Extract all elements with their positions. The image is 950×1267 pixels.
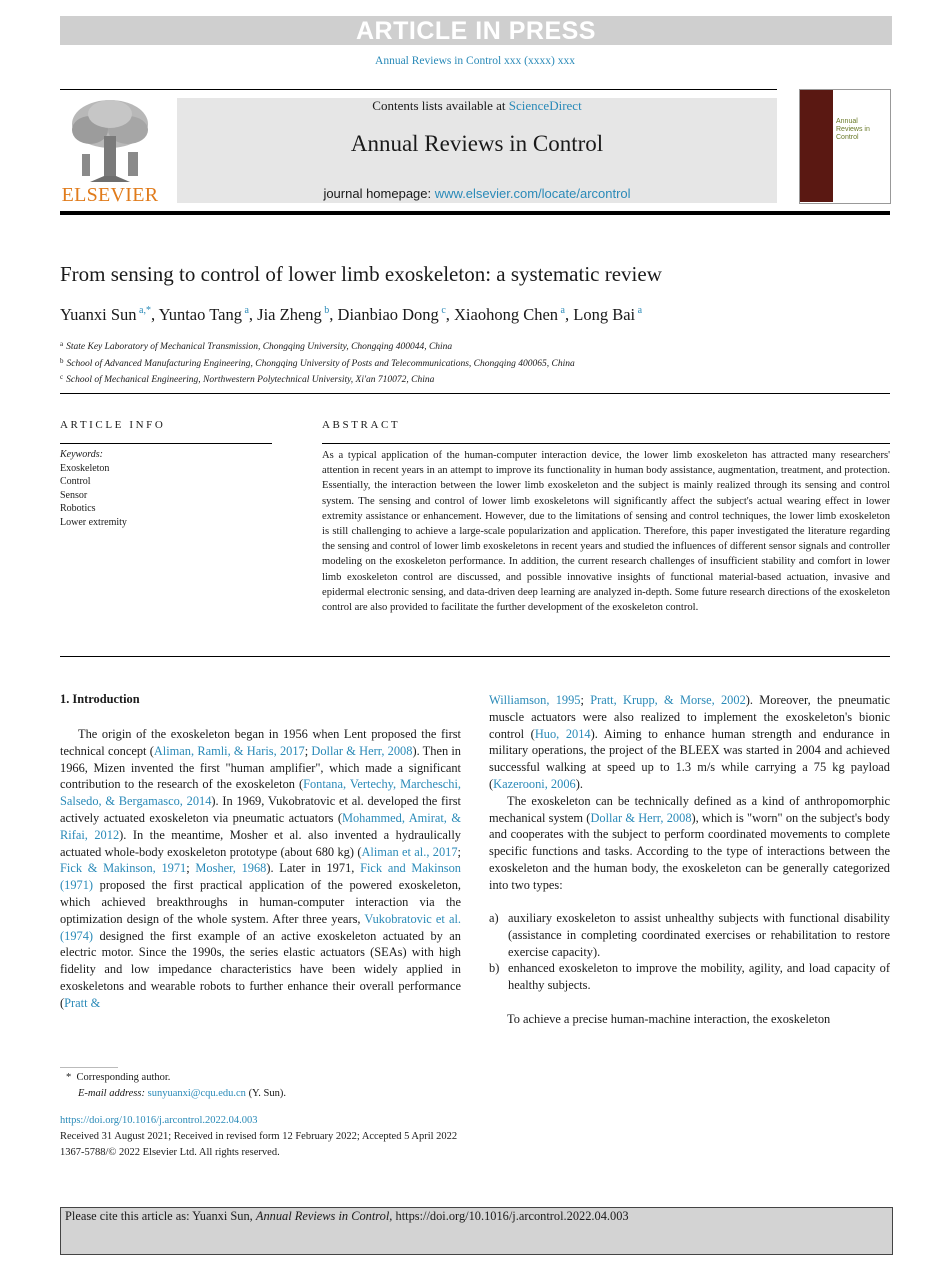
- cite-prefix: Please cite this article as: Yuanxi Sun,: [65, 1209, 256, 1223]
- citation-link[interactable]: Pratt &: [64, 995, 101, 1010]
- list-text: auxiliary exoskeleton to assist unhealthy subjects with functional disability (assistance in completing coordinated exercises or rehabilitation to restore exercise capacity).: [508, 911, 890, 959]
- list-marker: a): [489, 911, 499, 925]
- author-name: Yuanxi Sun: [60, 305, 137, 324]
- author-affiliation-mark[interactable]: a: [241, 305, 249, 316]
- cover-strip: [800, 90, 833, 202]
- separator: ,: [248, 305, 258, 324]
- paragraph: [489, 793, 890, 894]
- author-affiliation-mark[interactable]: c: [438, 305, 446, 316]
- affiliation: [60, 338, 890, 355]
- homepage-line: [177, 186, 777, 201]
- elsevier-wordmark: ELSEVIER: [61, 184, 159, 206]
- separator: ,: [565, 305, 574, 324]
- doi-link[interactable]: https://doi.org/10.1016/j.arcontrol.2022.04.003: [60, 1115, 258, 1126]
- affiliation-text: School of Advanced Manufacturing Engineering, Chongqing University of Posts and Telecommunications, Chongqing 400065, China: [66, 358, 575, 369]
- keyword: Lower extremity: [60, 516, 127, 528]
- issn-copyright: 1367-5788/© 2022 Elsevier Ltd. All rights reserved.: [60, 1147, 280, 1158]
- author-name: Dianbiao Dong: [337, 305, 439, 324]
- exoskeleton-types-list: [489, 910, 890, 994]
- abstract-rule: [322, 443, 890, 444]
- author-affiliation-mark[interactable]: a: [558, 305, 565, 316]
- citation-link[interactable]: Vukobratovic et al. (1974): [60, 911, 461, 943]
- header-thick-rule: [60, 211, 890, 215]
- affiliation: [60, 355, 890, 372]
- body-text: The exoskeleton can be technically defined as a kind of anthropomorphic mechanical system (: [489, 793, 890, 825]
- citation-link[interactable]: Williamson, 1995: [489, 693, 581, 707]
- header-rule: [60, 89, 777, 90]
- keyword: Control: [60, 476, 91, 488]
- list-item: [489, 910, 890, 960]
- citation-link[interactable]: Fontana, Vertechy, Marcheschi, Salsedo, & Bergamasco, 2014: [60, 777, 461, 809]
- footnote-mark: *: [66, 1072, 72, 1083]
- article-title: From sensing to control of lower limb exoskeleton: a systematic review: [60, 262, 662, 286]
- abstract-heading: ABSTRACT: [322, 419, 401, 431]
- section-rule: [60, 393, 890, 394]
- body-text: ;: [580, 693, 591, 707]
- affiliation-text: School of Mechanical Engineering, Northwestern Polytechnical University, Xi'an 710072, China: [66, 375, 435, 386]
- journal-name: Annual Reviews in Control: [350, 131, 604, 156]
- email-suffix: (Y. Sun).: [248, 1087, 286, 1099]
- keywords-block: [60, 448, 272, 530]
- body-text: ;: [304, 743, 312, 758]
- cite-journal: Annual Reviews in Control: [255, 1209, 390, 1223]
- body-text: ), which is "worn" on the subject's body and cooperates with the subject to perform coordinated movements to complete specific functions and tasks. According to the type of interactions between the exoskeleton and the human body, the exoskeleton can be generally categorized into two types:: [489, 810, 891, 892]
- journal-reference-link[interactable]: Annual Reviews in Control xxx (xxxx) xxx: [375, 55, 575, 67]
- body-text: ).: [575, 776, 583, 791]
- citation-link[interactable]: Aliman, Ramli, & Haris, 2017: [153, 743, 305, 758]
- affiliation-mark: a: [60, 340, 64, 348]
- sciencedirect-link[interactable]: ScienceDirect: [508, 98, 582, 113]
- citation-link[interactable]: Aliman et al., 2017: [361, 844, 458, 859]
- keywords-label: Keywords:: [60, 449, 103, 460]
- paragraph: To achieve a precise human-machine interaction, the exoskeleton: [507, 1012, 831, 1026]
- author-affiliation-mark[interactable]: a,*: [136, 305, 151, 316]
- homepage-prefix: journal homepage:: [323, 186, 435, 201]
- cite-suffix: , https://doi.org/10.1016/j.arcontrol.2022.04.003: [389, 1209, 629, 1223]
- body-text: ;: [186, 861, 196, 876]
- author-list: [60, 305, 890, 325]
- separator: ,: [329, 305, 338, 324]
- body-text: ). In the meantime, Mosher et al. also invented a hydraulically actuated whole-body exoskeleton prototype (about 680 kg) (: [60, 827, 461, 859]
- citation-link[interactable]: Mohammed, Amirat, & Rifai, 2012: [60, 810, 461, 842]
- received-dates: Received 31 August 2021; Received in revised form 12 February 2022; Accepted 5 April 2022: [60, 1131, 458, 1142]
- keyword: Sensor: [60, 489, 88, 501]
- affiliation-text: State Key Laboratory of Mechanical Transmission, Chongqing University, Chongqing 400044, China: [66, 342, 453, 352]
- body-text: ). Moreover, the pneumatic muscle actuators were also realized to implement the exoskeleton's bionic control (: [489, 693, 891, 741]
- list-text: enhanced exoskeleton to improve the mobility, agility, and load capacity of healthy subjects.: [508, 961, 890, 993]
- cover-line: Annual: [836, 118, 858, 125]
- keyword: Robotics: [60, 503, 96, 515]
- list-item: [489, 960, 890, 994]
- body-text: ). In 1969, Vukobratovic et al. developed the first actively actuated exoskeleton via pneumatic actuators (: [60, 794, 461, 825]
- contents-line: [177, 98, 777, 114]
- body-text: designed the first example of an active exoskeleton actuated by an electric motor. Since the 1990s, the series elastic actuators (SEAs) with high fidelity and low impedance characteristics have been widely applied in exoskeletons and wearable robots to further enhance their overall performance (: [60, 928, 461, 1010]
- citation-text: [65, 1209, 885, 1224]
- author-name: Xiaohong Chen: [454, 305, 559, 324]
- author-name: Yuntao Tang: [158, 305, 242, 324]
- author-affiliation-mark[interactable]: a: [635, 305, 643, 316]
- list-marker: b): [489, 961, 500, 976]
- citation-link[interactable]: Fick and Makinson (1971): [60, 861, 461, 893]
- corresponding-label: Corresponding author.: [76, 1072, 171, 1083]
- affiliations: [60, 338, 890, 388]
- body-text: ). Later in 1971,: [266, 861, 361, 876]
- body-text: The origin of the exoskeleton began in 1956 when Lent proposed the first technical concept (: [60, 727, 461, 758]
- separator: ,: [445, 305, 455, 324]
- author-name: Jia Zheng: [257, 305, 322, 324]
- contents-prefix: Contents lists available at: [372, 98, 509, 113]
- body-text: ). Then in 1966, Mizen invented the first "human amplifier", which made a significant contribution to the research of the exoskeleton (: [60, 743, 461, 792]
- citation-link[interactable]: Huo, 2014: [534, 726, 591, 741]
- body-text: ). Aiming to enhance human strength and endurance in military operations, the project of the BLEEX was started in 2004 and achieved successful walking at speed up to 1.3 m/s while carrying a 75 kg payload (: [489, 726, 890, 791]
- citation-link[interactable]: Fick & Makinson, 1971: [60, 861, 187, 876]
- homepage-link[interactable]: www.elsevier.com/locate/arcontrol: [434, 186, 631, 201]
- author-affiliation-mark[interactable]: b: [321, 305, 330, 316]
- body-text: ;: [457, 844, 461, 859]
- info-rule: [60, 443, 272, 444]
- citation-link[interactable]: Kazerooni, 2006: [493, 776, 576, 791]
- citation-link[interactable]: Pratt, Krupp, & Morse, 2002: [590, 693, 746, 707]
- affiliation-mark: b: [60, 356, 64, 365]
- author-name: Long Bai: [573, 305, 636, 324]
- cover-line: Control: [836, 134, 859, 141]
- affiliation: [60, 371, 890, 388]
- cover-title: [836, 118, 888, 142]
- abstract-bottom-rule: [60, 656, 890, 657]
- publication-info: [60, 1113, 760, 1161]
- body-text: proposed the first practical application of the powered exoskeleton, which achieved breakthroughs in human-computer interaction via the optimization design of the whole system. After three years,: [60, 878, 461, 926]
- intro-right-column: [489, 692, 890, 894]
- article-in-press-banner: ARTICLE IN PRESS: [60, 16, 892, 45]
- corresponding-author-footnote: [66, 1070, 666, 1101]
- citation-link[interactable]: Mosher, 1968: [195, 861, 267, 876]
- email-link[interactable]: sunyuanxi@cqu.edu.cn: [147, 1087, 246, 1099]
- citation-link[interactable]: Dollar & Herr, 2008: [311, 743, 413, 758]
- keyword: Exoskeleton: [60, 462, 110, 474]
- separator: ,: [151, 305, 159, 324]
- section-heading: 1. Introduction: [60, 692, 140, 706]
- affiliation-mark: c: [60, 373, 64, 382]
- abstract-text: As a typical application of the human-computer interaction device, the lower limb exoskeleton has attracted many researchers' attention in recent years in an attempt to improve its functionality in human body assistance, augmentation, treatment, and protection. Essentially, the interaction between the lower limb exoskeleton and the subject is mainly realized through its sensing and control system. The sensing and control of lower limb exoskeletons will significantly affect the subject's actual wearing effect in lower extremity assistance or enhancement. However, due to the limitations of sensing and control techniques, the lower limb exoskeleton is still challenging to achieve a large-scale popularization and application. Therefore, this paper investigated the literature regarding the sensing and control of lower limb exoskeletons in recent years and studied the influences of different sensor signals and controller modeling on the exoskeleton performance. In addition, the current research challenges of insufficient stability and comfort in lower limb exoskeleton control are discussed, and possible innovative insights of functional material-based actuation, invasive and epidermal electronic sensing, and data-driven deep learning are analyzed in-depth. Some future research directions of the exoskeleton control are also provided to facilitate the further development of the exoskeleton control.: [322, 450, 890, 614]
- email-label: E-mail address:: [78, 1087, 145, 1099]
- article-info-heading: ARTICLE INFO: [60, 419, 166, 431]
- intro-left-column: [60, 726, 461, 1012]
- citation-link[interactable]: Dollar & Herr, 2008: [590, 810, 692, 825]
- cover-line: Reviews in: [836, 126, 870, 133]
- paragraph: [489, 692, 890, 793]
- footnote-rule: [60, 1067, 118, 1068]
